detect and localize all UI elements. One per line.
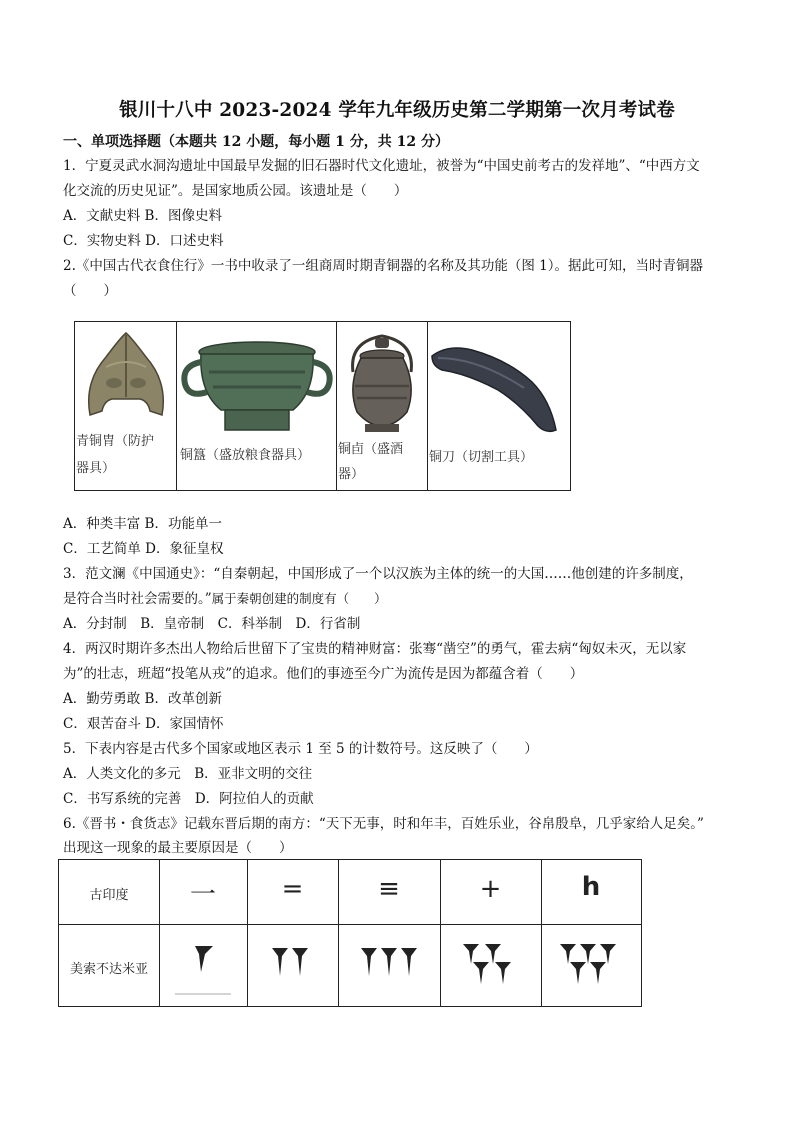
knife-icon: [428, 330, 568, 440]
row-label-ancient-india: 古印度: [89, 888, 129, 903]
bronze-cell-gui: [177, 322, 337, 490]
q1-stem-line1: 1．宁夏灵武水洞沟遗址中国最早发掘的旧石器时代文化遗址，被誉为“中国史前考古的发祥地”、“中西方文: [63, 158, 700, 174]
bronze-cell-helmet: [75, 322, 177, 490]
you-vessel-icon: [339, 326, 425, 436]
q4-stem-line1: 4．两汉时期许多杰出人物给后世留下了宝贵的精神财富：张骞“凿空”的勇气，霍去病“匈奴未灭，无以家: [63, 641, 687, 657]
row-label-mesopotamia: 美索不达米亚: [69, 962, 148, 977]
q2-options-cd: C．工艺简单 D．象征皇权: [63, 541, 224, 557]
q2-options-ab: A．种类丰富 B．功能单一: [63, 516, 222, 532]
q4-options-cd: C．艰苦奋斗 D．家国情怀: [63, 716, 224, 732]
q5-options-ab: A．人类文化的多元 B．亚非文明的交往: [63, 766, 313, 782]
bronze-cell-knife: [428, 322, 570, 490]
q2-stem-line1: 2.《中国古代衣食住行》一书中收录了一组商周时期青铜器的名称及其功能（图 1）。据此可知，当时青铜器: [63, 258, 704, 274]
q3-stem-line2: [63, 590, 387, 608]
section-heading: 一、单项选择题（本题共 12 小题，每小题 1 分，共 12 分）: [63, 134, 449, 150]
bronze-caption-you-1: 铜卣（盛酒: [338, 442, 404, 457]
bronze-caption-knife: 铜刀（切割工具）: [429, 450, 534, 465]
bronze-caption-gui: 铜簋（盛放粮食器具）: [180, 448, 311, 463]
exam-title: 银川十八中 2023-2024 学年九年级历史第二学期第一次月考试卷: [119, 100, 675, 121]
indian-numeral-3: ≡: [378, 874, 400, 904]
q1-options-cd: C．实物史料 D．口述史料: [63, 233, 224, 249]
indian-numeral-1: 一: [189, 880, 216, 910]
q3-stem-line1: 3．范文澜《中国通史》：“自秦朝起，中国形成了一个以汉族为主体的统一的大国……他创建的许多制度，: [63, 566, 693, 582]
indian-numeral-4: +: [479, 874, 502, 904]
numeral-table-row-divider: [59, 924, 641, 925]
q6-stem-line2: 出现这一现象的最主要原因是（ ）: [63, 840, 293, 856]
cuneiform-numeral-3: [355, 936, 425, 996]
cuneiform-numeral-1: [173, 936, 233, 996]
q2-stem-line2: （ ）: [63, 283, 117, 299]
cuneiform-numeral-2: [262, 936, 322, 996]
q6-stem-line1: 6.《晋书・食货志》记载东晋后期的南方：“天下无事，时和年丰，百姓乐业，谷帛殷阜，几乎家给人足矣。”: [63, 816, 704, 832]
bronze-caption-you-2: 器）: [338, 467, 365, 482]
bronze-cell-you: [337, 322, 428, 490]
q1-options-ab: A．文献史料 B．图像史料: [63, 208, 222, 224]
gui-vessel-icon: [179, 332, 335, 442]
q1-stem-line2: 化交流的历史见证”。是国家地质公园。该遗址是（ ）: [63, 183, 408, 199]
q4-stem-line2: 为”的壮志，班超“投笔从戎”的追求。他们的事迹至今广为流传是因为都蕴含着（ ）: [63, 666, 584, 682]
helmet-icon: [76, 327, 176, 427]
q3-stem-line2b: 属于秦朝创建的制度有（ ）: [211, 591, 387, 606]
q4-options-ab: A．勤劳勇敢 B．改革创新: [63, 691, 222, 707]
q3-stem-line2a: 是符合当时社会需要的。”: [63, 591, 212, 607]
cuneiform-numeral-5: [556, 936, 626, 996]
indian-numeral-2: =: [281, 874, 304, 904]
indian-numeral-5: h: [581, 872, 601, 902]
numeral-table: [58, 859, 642, 1007]
bronze-artifact-table: [74, 321, 571, 491]
bronze-caption-helmet-2: 器具）: [76, 461, 116, 476]
q3-options: A．分封制 B．皇帝制 C．科举制 D．行省制: [63, 616, 361, 632]
bronze-caption-helmet-1: 青铜胄（防护: [76, 434, 155, 449]
cuneiform-numeral-4: [455, 936, 525, 996]
q5-options-cd: C．书写系统的完善 D．阿拉伯人的贡献: [63, 791, 314, 807]
q5-stem: 5．下表内容是古代多个国家或地区表示 1 至 5 的计数符号。这反映了（ ）: [63, 741, 538, 757]
